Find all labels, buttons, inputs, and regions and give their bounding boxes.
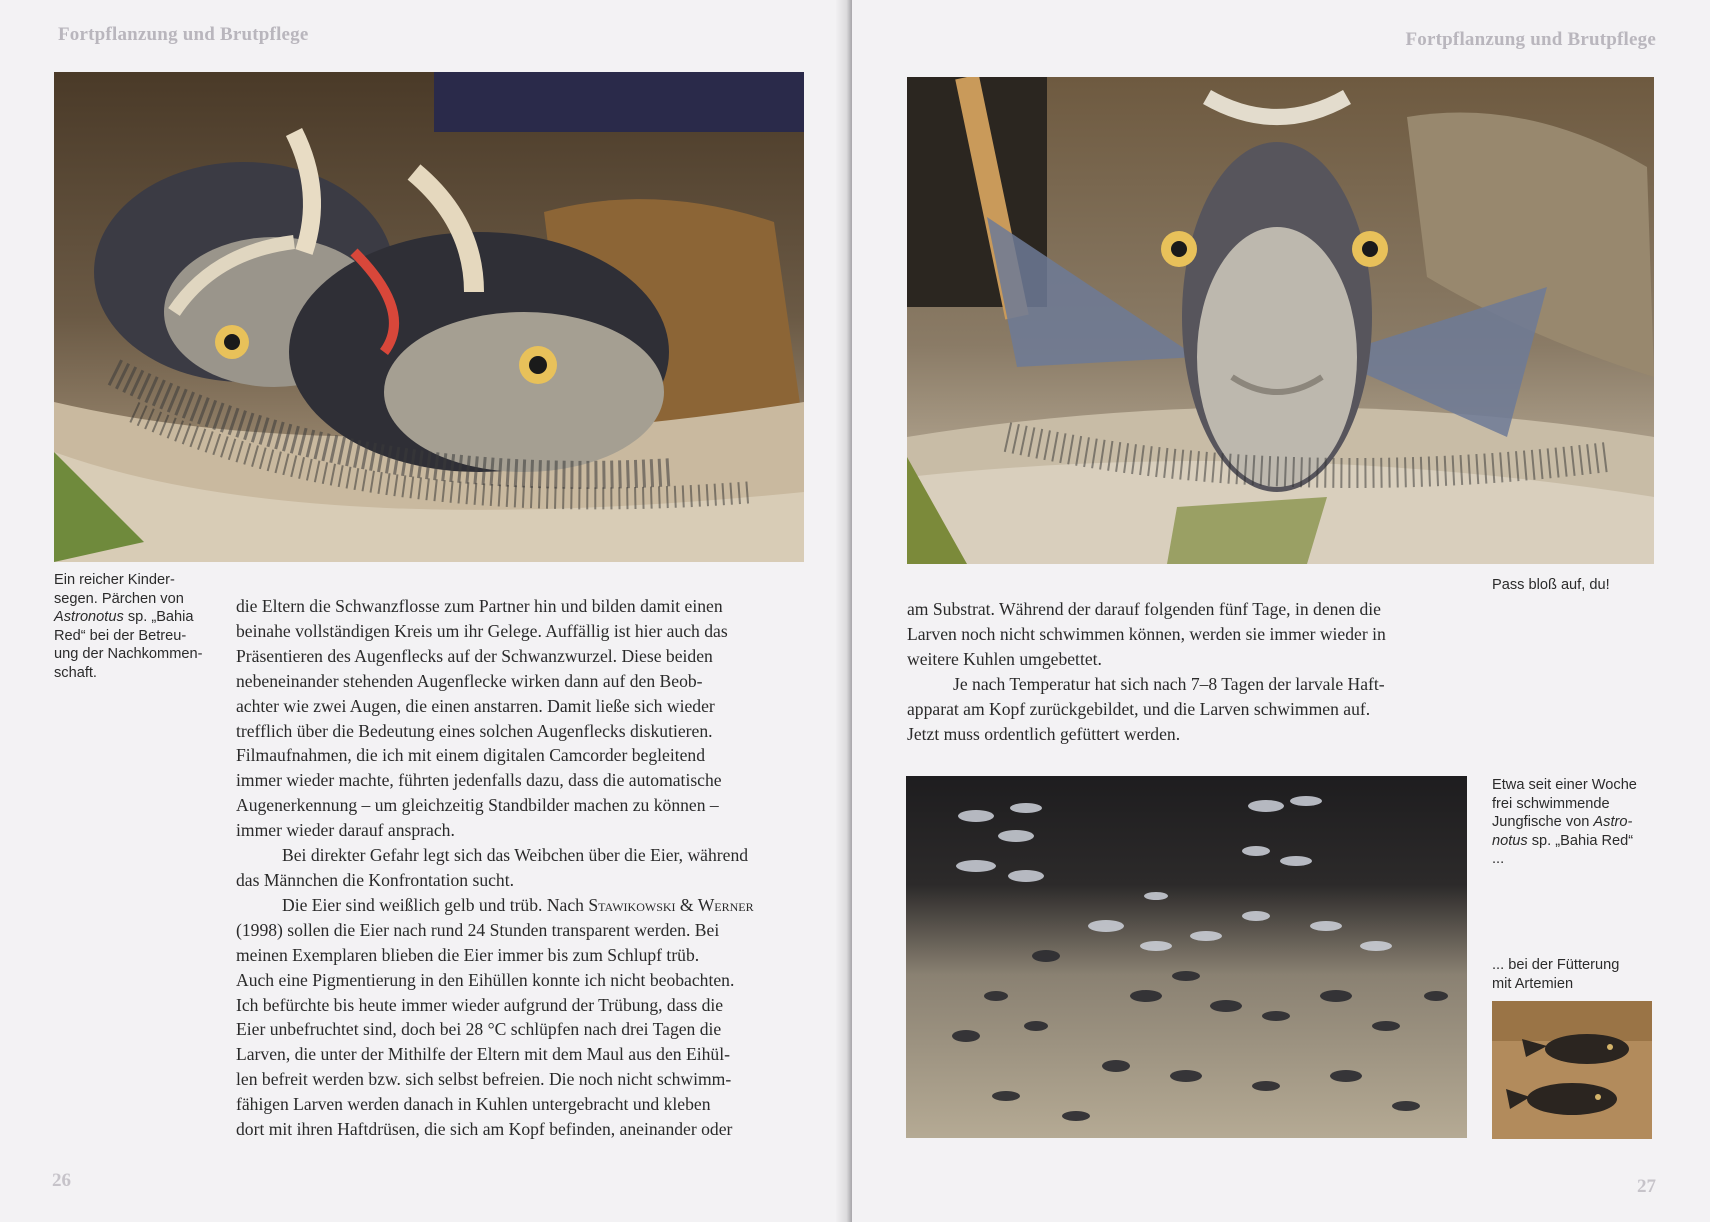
- text-fragment: Die Eier sind weißlich gelb und trüb. Nach: [282, 894, 589, 915]
- text-line: weitere Kuhlen umgebettet.: [907, 648, 1102, 669]
- text-line: Larven noch nicht schwimmen können, werden sie immer wieder in: [907, 623, 1386, 644]
- caption-free-swimming-fry: [1492, 776, 1662, 869]
- caption-fish-pair: [54, 571, 224, 682]
- caption-line: [1492, 813, 1662, 832]
- body-text-right: [907, 597, 1467, 746]
- text-line: trefflich über die Bedeutung eines solchen Augenflecks diskutieren.: [236, 720, 713, 741]
- caption-line: ...: [1492, 851, 1505, 867]
- fish-front-photo-icon: [907, 77, 1654, 564]
- text-line: Auch eine Pigmentierung in den Eihüllen konnte ich nicht beobachten.: [236, 969, 735, 990]
- photo-fish-pair: [54, 72, 804, 562]
- text-line: [236, 893, 806, 918]
- left-page: [0, 0, 848, 1222]
- text-line: beinahe vollständigen Kreis um ihr Gelege. Auffällig ist hier auch das: [236, 620, 728, 641]
- text-line: fähigen Larven werden danach in Kuhlen untergebracht und kleben: [236, 1094, 711, 1115]
- caption-fragment: Jungfische von: [1492, 814, 1594, 830]
- running-head-right: Fortpflanzung und Brutpflege: [1405, 29, 1656, 50]
- photo-fry-feeding: [1492, 1001, 1652, 1139]
- caption-fragment: sp. „Bahia: [123, 609, 194, 625]
- caption-line: segen. Pärchen von: [54, 590, 184, 607]
- text-line: Larven, die unter der Mithilfe der Eltern mit dem Maul aus den Eihül-: [236, 1044, 730, 1065]
- caption-line: Ein reicher Kinder-: [54, 572, 175, 588]
- text-line: das Männchen die Konfrontation sucht.: [236, 869, 515, 890]
- caption-line: mit Artemien: [1492, 975, 1574, 992]
- text-line: achter wie zwei Augen, die einen anstarren. Damit ließe sich wieder: [236, 695, 715, 716]
- body-text-left: [236, 594, 806, 1142]
- text-line: nebeneinander stehenden Augenflecke wirken dann auf den Beob-: [236, 670, 703, 691]
- text-line: Je nach Temperatur hat sich nach 7–8 Tagen der larvale Haft-: [953, 673, 1385, 694]
- text-line: Eier unbefruchtet sind, doch bei 28 °C schlüpfen nach drei Tagen die: [236, 1019, 722, 1040]
- text-line: meinen Exemplaren blieben die Eier immer bis zum Schlupf trüb.: [236, 944, 700, 965]
- text-line: Präsentieren des Augenflecks auf der Schwanzwurzel. Diese beiden: [236, 645, 713, 666]
- text-line: (1998) sollen die Eier nach rund 24 Stunden transparent werden. Bei: [236, 919, 720, 940]
- page-number-right: 27: [1637, 1176, 1656, 1197]
- text-line: dort mit ihren Haftdrüsen, die sich am Kopf befinden, aneinander oder: [236, 1119, 733, 1140]
- text-line: Jetzt muss ordentlich gefüttert werden.: [907, 723, 1181, 744]
- right-page: [852, 0, 1710, 1222]
- fry-feeding-photo-icon: [1492, 1001, 1652, 1139]
- caption-line: ... bei der Fütterung: [1492, 957, 1620, 973]
- caption-line: Red“ bei der Betreu-: [54, 627, 187, 644]
- caption-line: frei schwimmende: [1492, 795, 1610, 812]
- text-line: die Eltern die Schwanzflosse zum Partner hin und bilden damit einen: [236, 596, 723, 616]
- caption-fragment: sp. „Bahia Red“: [1527, 832, 1634, 849]
- text-line: am Substrat. Während der darauf folgenden fünf Tage, in denen die: [907, 599, 1381, 619]
- running-head-left: Fortpflanzung und Brutpflege: [58, 24, 309, 45]
- author-citation: Stawikowski & Werner: [588, 894, 754, 915]
- species-name: Astro-: [1593, 814, 1633, 830]
- caption-line: Etwa seit einer Woche: [1492, 777, 1637, 793]
- photo-free-swimming-fry: [906, 776, 1467, 1138]
- species-name: notus: [1492, 832, 1528, 849]
- text-line: Augenerkennung – um gleichzeitig Standbilder machen zu können –: [236, 795, 719, 816]
- text-line: Ich befürchte bis heute immer wieder aufgrund der Trübung, dass die: [236, 994, 724, 1015]
- caption-fry-feeding: [1492, 956, 1662, 993]
- caption-line: ung der Nachkommen-: [54, 646, 203, 662]
- caption-fish-front: Pass bloß auf, du!: [1492, 577, 1610, 593]
- species-name: Astronotus: [54, 609, 124, 625]
- caption-line: schaft.: [54, 664, 97, 681]
- free-swimming-fry-photo-icon: [906, 776, 1467, 1138]
- caption-line: [54, 608, 224, 627]
- caption-line: [1492, 832, 1662, 851]
- fish-pair-photo-icon: [54, 72, 804, 562]
- photo-fish-front: [907, 77, 1654, 564]
- text-line: apparat am Kopf zurückgebildet, und die Larven schwimmen auf.: [907, 698, 1371, 719]
- text-line: immer wieder machte, führten jedenfalls dazu, dass die automatische: [236, 770, 722, 791]
- text-line: Filmaufnahmen, die ich mit einem digitalen Camcorder begleitend: [236, 745, 706, 766]
- page-number-left: 26: [52, 1170, 71, 1191]
- text-line: len befreit werden bzw. sich selbst befreien. Die noch nicht schwimm-: [236, 1069, 732, 1090]
- text-line: Bei direkter Gefahr legt sich das Weibchen über die Eier, während: [282, 845, 749, 866]
- text-line: immer wieder darauf ansprach.: [236, 820, 455, 841]
